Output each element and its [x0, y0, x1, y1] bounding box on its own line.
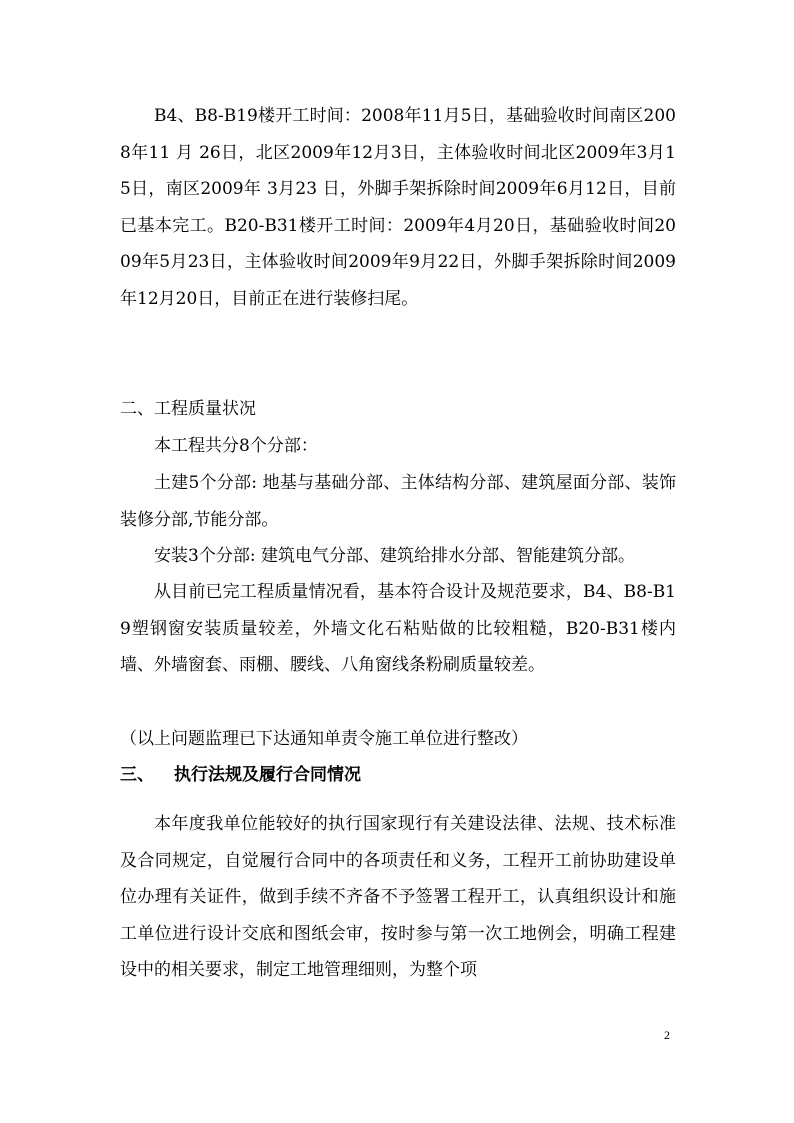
paragraph-civil-divisions: 土建5个分部: 地基与基础分部、主体结构分部、建筑屋面分部、装饰装修分部,节能分部。 [120, 473, 676, 530]
paragraph-construction-schedule: B4、B8-B19楼开工时间：2008年11月5日，基础验收时间南区2008年11 月 26日，北区2009年12月3日，主体验收时间北区2009年3月15日，南区2009年 3月23 日，外脚手架拆除时间2009年6月12日，目前已基本完工。B20-B31楼开工时间：2009年4月20日，基础验收时间2009年5月23日，主体验收时间2009年9月22日，外脚手架拆除时间2009年12月20日，目前正在进行装修扫尾。 [120, 106, 676, 309]
section-title: 执行法规及履行合同情况 [174, 765, 361, 785]
section-heading-regulations [120, 757, 361, 794]
paragraph-rectification-note: （以上问题监理已下达通知单责令施工单位进行整改） [120, 729, 528, 749]
section-number: 三、 [120, 765, 154, 785]
section-heading-quality: 二、工程质量状况 [120, 399, 256, 419]
page-number: 2 [664, 1028, 670, 1042]
paragraph-regulation-compliance: 本年度我单位能较好的执行国家现行有关建设法律、法规、技术标准及合同规定，自觉履行合同中的各项责任和义务，工程开工前协助建设单位办理有关证件，做到手续不齐备不予签署工程开工，认真组织设计和施工单位进行设计交底和图纸会审，按时参与第一次工地例会，明确工程建设中的相关要求，制定工地管理细则，为整个项 [120, 814, 676, 981]
paragraph-installation-divisions: 安装3个分部: 建筑电气分部、建筑给排水分部、智能建筑分部。 [154, 546, 635, 566]
paragraph-division-count: 本工程共分8个分部： [154, 436, 318, 456]
paragraph-quality-assessment: 从目前已完工程质量情况看，基本符合设计及规范要求，B4、B8-B19塑钢窗安装质量较差，外墙文化石粘贴做的比较粗糙，B20-B31楼内墙、外墙窗套、雨棚、腰线、八角窗线条粉刷质量较差。 [120, 582, 676, 676]
